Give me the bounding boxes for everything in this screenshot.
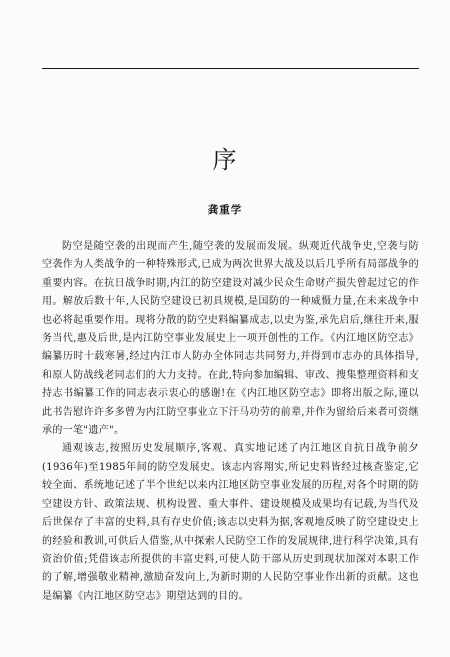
- preface-body: [42, 238, 419, 606]
- header-rule: [42, 68, 419, 69]
- paragraph-1: 防空是随空袭的出现而产生,随空袭的发展而发展。纵观近代战争史,空袭与防空袭作为人类战争的一种特殊形式,已成为两次世界大战及以后几乎所有局部战争的重要内容。在抗日战争时期,内江的防空建设对减少民众生命财产损失曾起过它的作用。解放后数十年,人民防空建设已初具规模,是国防的一种威慑力量,在未来战争中也必将起重要作用。现将分散的防空史料编纂成志,以史为鉴,承先启后,继往开来,服务当代,惠及后世,是内江防空事业发展史上一项开创性的工作。《内江地区防空志》编纂历时十载寒暑,经过内江市人防办全体同志共同努力,并得到市志办的具体指导,和原人防战线老同志们的大力支持。在此,特向参加编辑、审改、搜集整理资料和支持志书编纂工作的同志表示衷心的感谢!在《内江地区防空志》即将出版之际,谨以此书告慰许许多多曾为内江防空事业立下汗马功劳的前辈,并作为留给后来者可资继承的一笔"遗产"。: [42, 241, 419, 437]
- page-title: 序: [212, 146, 238, 174]
- author-name: 龚重学: [207, 204, 243, 216]
- paragraph-2: 通观该志,按照历史发展顺序,客观、真实地记述了内江地区自抗日战争前夕(1936年)至1985年间的防空发展史。该志内容翔实,所记史料皆经过核查鉴定,它较全面、系统地记述了半个世纪以来内江地区防空事业发展的历程,对各个时期的防空建设方针、政策法规、机构设置、重大事件、建设规模及成果均有记载,为当代及后世保存了丰富的史料,具有存史价值;该志以史料为据,客观地反映了防空建设史上的经验和教训,可供后人借鉴,从中探索人民防空工作的发展规律,进行科学决策,具有资治价值;凭借该志所提供的丰富史料,可使人防干部从历史到现状加深对本职工作的了解,增强敬业精神,激励奋发向上,为新时期的人民防空事业作出新的贡献。这也是编纂《内江地区防空志》期望达到的目的。: [42, 443, 419, 602]
